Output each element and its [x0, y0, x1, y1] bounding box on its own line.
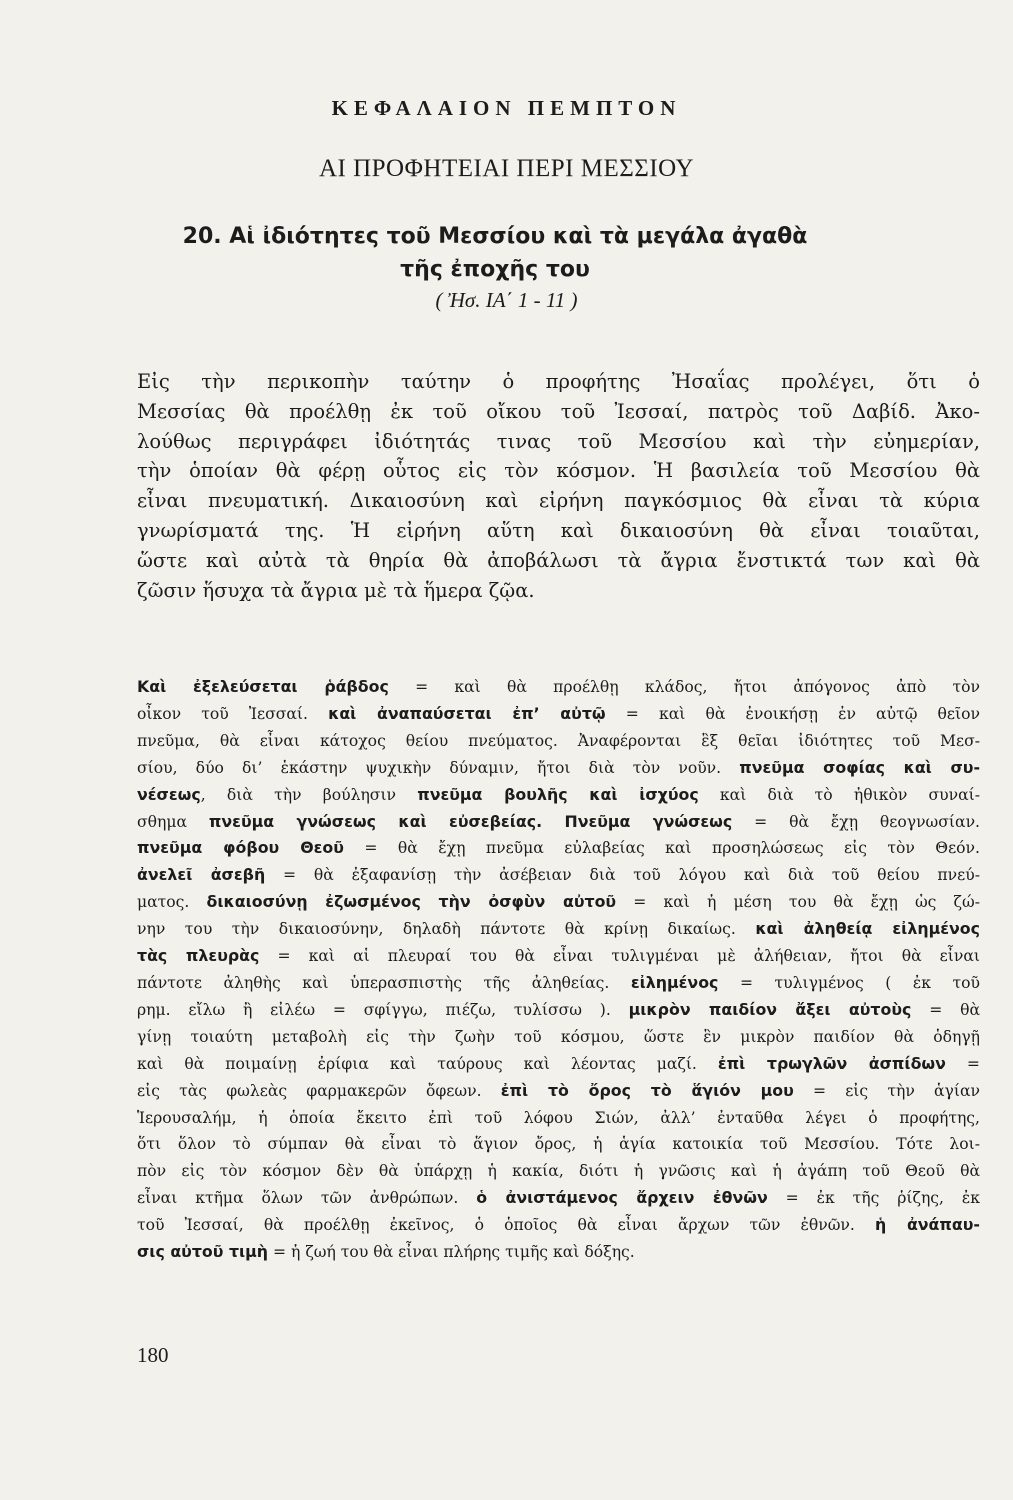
body-paragraph [137, 367, 980, 605]
note-line [137, 1131, 980, 1158]
note-text: οἶκον τοῦ Ἰεσσαί. [137, 704, 329, 723]
note-line [137, 1078, 980, 1105]
page-number: 180 [137, 1343, 169, 1367]
commentary-notes [137, 674, 980, 1266]
note-text: σθημα [137, 812, 209, 831]
note-line [137, 997, 980, 1024]
note-lemma: εἰλημένος [630, 972, 719, 992]
note-line [137, 728, 980, 755]
note-line [137, 835, 980, 862]
note-lemma: σις αὐτοῦ τιμὴ [137, 1242, 269, 1262]
scripture-reference: ( Ἠσ. ΙΑ΄ 1 - 11 ) [435, 288, 578, 312]
note-text: εἶναι κτῆμα ὅλων τῶν ἀνθρώπων. [137, 1189, 477, 1208]
note-lemma: ἐπὶ τὸ ὄρος τὸ ἅγιόν μου [500, 1080, 794, 1100]
section-title [175, 220, 815, 286]
note-line [137, 1185, 980, 1212]
note-text: πὸν εἰς τὸν κόσμον δὲν θὰ ὑπάρχῃ ἡ κακία, διότι ἡ γνῶσις καὶ ἡ ἀγάπη τοῦ Θεοῦ θὰ [137, 1162, 980, 1181]
note-line [137, 970, 980, 997]
body-line: Μεσσίας θὰ προέλθῃ ἐκ τοῦ οἴκου τοῦ Ἰεσσαί, πατρὸς τοῦ Δαβίδ. Ἀκο- [137, 399, 980, 423]
note-text: πάντοτε ἀληθὴς καὶ ὑπερασπιστὴς τῆς ἀληθείας. [137, 973, 631, 992]
note-lemma: ἐπὶ τρωγλῶν ἀσπίδων [717, 1053, 946, 1073]
note-lemma: ἡ ἀνάπαυ- [875, 1215, 980, 1235]
note-line [137, 1105, 980, 1132]
body-line: εἶναι πνευματική. Δικαιοσύνη καὶ εἰρήνη παγκόσμιος θὰ εἶναι τὰ κύρια [137, 489, 980, 513]
note-text: = καὶ θὰ προέλθῃ κλάδος, ἤτοι ἀπόγονος ἀπὸ τὸν [388, 678, 980, 696]
note-lemma: δικαιοσύνῃ ἐζωσμένος τὴν ὀσφὺν αὐτοῦ [206, 892, 617, 912]
note-line [137, 1024, 980, 1051]
note-text: = εἰς τὴν ἁγίαν [793, 1081, 980, 1100]
note-text: ματος. [137, 893, 207, 912]
note-text: καὶ θὰ ποιμαίνῃ ἐρίφια καὶ ταύρους καὶ λέοντας μαζί. [137, 1054, 718, 1073]
note-text: = [945, 1054, 980, 1073]
note-text: γίνῃ τοιαύτη μεταβολὴ εἰς τὴν ζωὴν τοῦ κόσμου, ὥστε ἓν μικρὸν παιδίον θὰ ὁδηγῇ [137, 1027, 980, 1046]
note-text: καὶ διὰ τὸ ἠθικὸν συναί- [698, 785, 981, 804]
note-text: = ἡ ζωή του θὰ εἶναι πλήρης τιμῆς καὶ δόξης. [268, 1243, 635, 1262]
note-text: τοῦ Ἰεσσαί, θὰ προέλθῃ ἐκεῖνος, ὁ ὁποῖος θὰ εἶναι ἄρχων τῶν ἐθνῶν. [137, 1216, 876, 1235]
note-lemma: Καὶ ἐξελεύσεται ῥάβδος [137, 677, 389, 696]
chapter-subtitle: ΑΙ ΠΡΟΦΗΤΕΙΑΙ ΠΕΡΙ ΜΕΣΣΙΟΥ [318, 155, 695, 182]
note-line [137, 943, 980, 970]
note-line [137, 1239, 980, 1266]
note-text: ρημ. εἴλω ἢ εἰλέω = σφίγγω, πιέζω, τυλίσσω ). [137, 1000, 629, 1019]
note-line [137, 862, 980, 889]
body-line: λούθως περιγράφει ἰδιότητάς τινας τοῦ Μεσσίου καὶ τὴν εὐημερίαν, [137, 429, 980, 453]
note-line [137, 782, 980, 809]
note-text: = καὶ αἱ πλευραί του θὰ εἶναι τυλιγμέναι μὲ ἀλήθειαν, ἤτοι θὰ εἶναι [259, 947, 981, 966]
note-text: σίου, δύο δι’ ἑκάστην ψυχικὴν δύναμιν, ἤτοι διὰ τὸν νοῦν. [137, 758, 740, 777]
section-title-line-1: 20. Αἱ ἰδιότητες τοῦ Μεσσίου καὶ τὰ μεγάλα ἀγαθὰ [182, 224, 808, 249]
chapter-heading: ΚΕΦΑΛΑΙΟΝ ΠΕΜΠΤΟΝ [331, 96, 682, 120]
note-lemma: καὶ ἀληθείᾳ εἰλημένος [755, 919, 980, 939]
note-line [137, 755, 980, 782]
note-text: = θὰ ἔχῃ πνεῦμα εὐλαβείας καὶ προσηλώσεως εἰς τὸν Θεόν. [343, 839, 980, 858]
body-line: γνωρίσματά της. Ἡ εἰρήνη αὕτη καὶ δικαιοσύνη θὰ εἶναι τοιαῦται, [137, 518, 980, 542]
note-text: = καὶ θὰ ἐνοικήσῃ ἐν αὐτῷ θεῖον [605, 704, 980, 723]
note-line [137, 889, 980, 916]
note-lemma: μικρὸν παιδίον ἄξει αὐτοὺς [628, 999, 912, 1019]
note-text: , διὰ τὴν βούλησιν [200, 785, 418, 804]
note-text: Ἱερουσαλήμ, ἡ ὁποία ἔκειτο ἐπὶ τοῦ λόφου Σιών, ἀλλ’ ἐνταῦθα λέγει ὁ προφήτης, [137, 1108, 980, 1127]
note-lemma: ἀνελεῖ ἀσεβῆ [137, 865, 266, 885]
note-text: πνεῦμα, θὰ εἶναι κάτοχος θείου πνεύματος. Ἀναφέρονται ἓξ θεῖαι ἰδιότητες τοῦ Μεσ- [137, 731, 980, 750]
note-lemma: πνεῦμα σοφίας καὶ συ- [739, 757, 980, 777]
note-line [137, 1212, 980, 1239]
body-line: ζῶσιν ἥσυχα τὰ ἄγρια μὲ τὰ ἥμερα ζῷα. [137, 578, 535, 602]
note-text: = θὰ [911, 1000, 980, 1019]
note-text: ὅτι ὅλον τὸ σύμπαν θὰ εἶναι τὸ ἅγιον ὄρος, ἡ ἁγία κατοικία τοῦ Μεσσίου. Τότε λοι- [137, 1135, 980, 1154]
note-lemma: πνεῦμα φόβου Θεοῦ [137, 838, 344, 858]
note-lemma: καὶ ἀναπαύσεται ἐπ’ αὐτῷ [328, 703, 606, 723]
note-text: εἰς τὰς φωλεὰς φαρμακερῶν ὄφεων. [137, 1081, 501, 1100]
note-text: = καὶ ἡ μέση του θὰ ἔχῃ ὡς ζώ- [616, 893, 980, 912]
note-lemma: νέσεως [137, 784, 201, 804]
section-title-line-2: τῆς ἐποχῆς του [400, 257, 590, 282]
note-lemma: πνεῦμα γνώσεως καὶ εὐσεβείας. Πνεῦμα γνώσεως [208, 811, 733, 831]
note-line [137, 1158, 980, 1185]
note-lemma: ὁ ἀνιστάμενος ἄρχειν ἐθνῶν [476, 1188, 768, 1208]
body-line: Εἰς τὴν περικοπὴν ταύτην ὁ προφήτης Ἠσαΐας προλέγει, ὅτι ὁ [137, 370, 980, 393]
body-line: τὴν ὁποίαν θὰ φέρῃ οὗτος εἰς τὸν κόσμον. Ἡ βασιλεία τοῦ Μεσσίου θὰ [137, 459, 980, 483]
note-line [137, 809, 980, 836]
note-text: = θὰ ἐξαφανίσῃ τὴν ἀσέβειαν διὰ τοῦ λόγου καὶ διὰ τοῦ θείου πνεύ- [265, 866, 980, 885]
note-line [137, 701, 980, 728]
note-line [137, 916, 980, 943]
note-text: = θὰ ἔχῃ θεογνωσίαν. [732, 812, 981, 831]
note-line [137, 674, 980, 701]
note-line [137, 1051, 980, 1078]
body-line: ὥστε καὶ αὐτὰ τὰ θηρία θὰ ἀποβάλωσι τὰ ἄγρια ἔνστικτά των καὶ θὰ [137, 548, 980, 572]
note-lemma: τὰς πλευρὰς [137, 946, 260, 966]
note-text: = ἐκ τῆς ῥίζης, ἐκ [767, 1189, 981, 1208]
note-text: νην του τὴν δικαιοσύνην, δηλαδὴ πάντοτε θὰ κρίνῃ δικαίως. [137, 920, 756, 939]
note-lemma: πνεῦμα βουλῆς καὶ ἰσχύος [417, 784, 699, 804]
note-text: = τυλιγμένος ( ἐκ τοῦ [718, 973, 981, 992]
